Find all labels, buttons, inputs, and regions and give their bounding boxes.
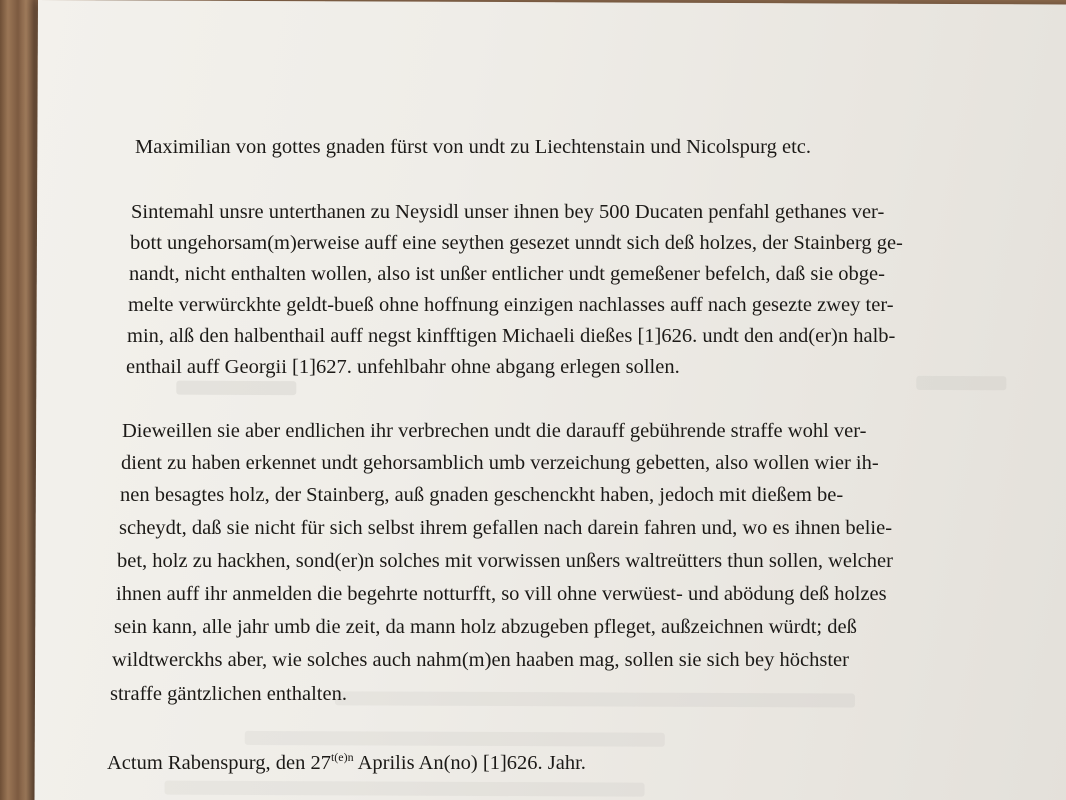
- bleed-through-mark: [335, 691, 855, 707]
- paragraph1-line: Sintemahl unsre unterthanen zu Neysidl unser ihnen bey 500 Ducaten penfahl gethanes ver-: [131, 201, 885, 223]
- closing-superscript: t(e)n: [330, 750, 354, 764]
- bleed-through-mark: [916, 376, 1006, 390]
- paragraph1-line: nandt, nicht enthalten wollen, also ist unßer entlicher undt gemeßener befelch, daß sie obge-: [129, 263, 885, 285]
- paper-page: [34, 0, 1066, 800]
- paragraph2-line: straffe gäntzlichen enthalten.: [110, 683, 347, 705]
- bleed-through-mark: [165, 781, 645, 797]
- paragraph1-line: bott ungehorsam(m)erweise auff eine seythen gesezet unndt sich deß holzes, der Stainberg ge-: [130, 232, 903, 254]
- closing-text-after: Aprilis An(no) [1]626. Jahr.: [353, 752, 586, 774]
- paragraph2-line: wildtwerckhs aber, wie solches auch nahm(m)en haaben mag, sollen sie sich bey höchster: [112, 649, 849, 671]
- paragraph1-line: melte verwürckhte geldt-bueß ohne hoffnung einzigen nachlasses auff nach gesezte zwey ter-: [128, 294, 894, 316]
- paragraph2-line: nen besagtes holz, der Stainberg, auß gnaden geschenckht haben, jedoch mit dießem be-: [120, 484, 844, 506]
- document-header: Maximilian von gottes gnaden fürst von undt zu Liechtenstain und Nicolspurg etc.: [135, 136, 811, 158]
- paragraph2-line: ihnen auff ihr anmelden die begehrte notturfft, so vill ohne verwüest- und abödung deß holzes: [116, 583, 887, 605]
- bleed-through-mark: [245, 731, 665, 747]
- paragraph1-line: enthail auff Georgii [1]627. unfehlbahr ohne abgang erlegen sollen.: [126, 356, 680, 378]
- paragraph2-line: Dieweillen sie aber endlichen ihr verbrechen undt die darauff gebührende straffe wohl ver-: [122, 420, 867, 442]
- paragraph2-line: scheydt, daß sie nicht für sich selbst ihrem gefallen nach darein fahren und, wo es ihnen belie-: [119, 517, 893, 539]
- bleed-through-mark: [176, 381, 296, 396]
- paragraph1-line: min, alß den halbenthail auff negst kinfftigen Michaeli dießes [1]626. undt den and(er)n halb-: [127, 325, 896, 347]
- closing-line: [107, 751, 586, 774]
- closing-text-before: Actum Rabenspurg, den 27: [107, 752, 331, 774]
- paragraph2-line: bet, holz zu hackhen, sond(er)n solches mit vorwissen unßers waltreütters thun sollen, welcher: [117, 550, 893, 572]
- paragraph2-line: dient zu haben erkennet undt gehorsamblich umb verzeichung gebetten, also wollen wier ih-: [121, 452, 879, 474]
- paragraph2-line: sein kann, alle jahr umb die zeit, da mann holz abzugeben pfleget, außzeichnen würdt; deß: [114, 616, 857, 638]
